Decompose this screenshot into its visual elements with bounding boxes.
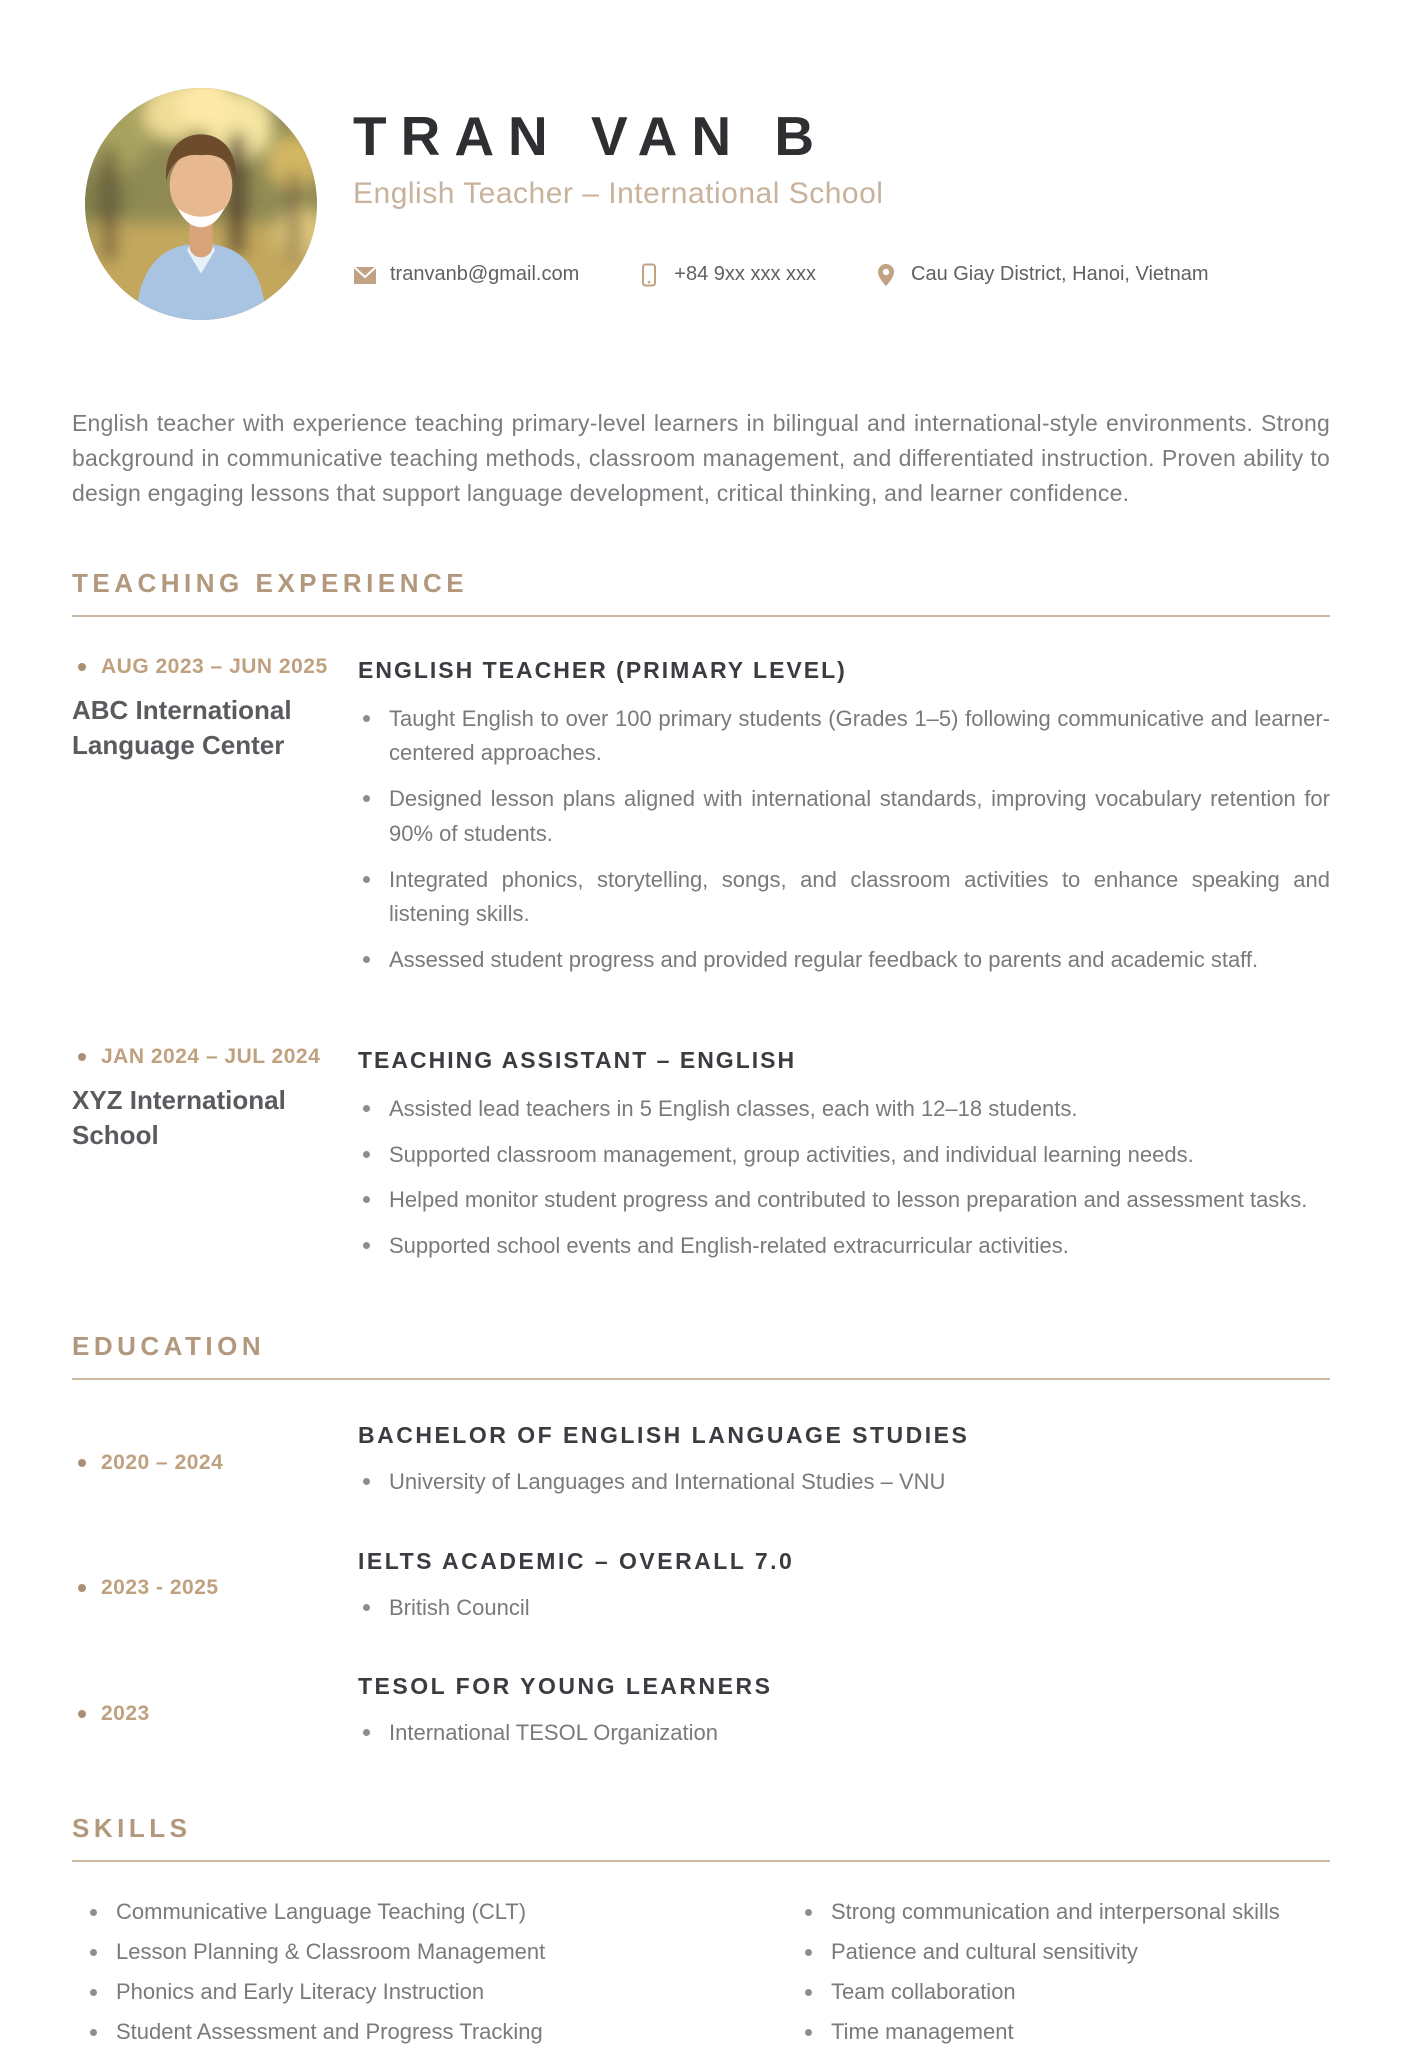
bullet-dot-icon xyxy=(78,663,86,671)
header-text xyxy=(353,88,1209,287)
section-heading: SKILLS xyxy=(72,1813,192,1844)
education-details xyxy=(358,1716,1330,1751)
education-detail: International TESOL Organization xyxy=(358,1716,1330,1751)
entry-bullets xyxy=(358,702,1330,978)
entry-meta xyxy=(72,655,358,989)
contact-location xyxy=(874,263,1209,287)
experience-bullet: Supported school events and English-related extracurricular activities. xyxy=(358,1229,1330,1264)
contact-phone-text: +84 9xx xxx xxx xyxy=(674,263,816,285)
experience-bullet: Helped monitor student progress and contributed to lesson preparation and assessment tasks. xyxy=(358,1183,1330,1218)
bullet-dot-icon xyxy=(78,1053,86,1061)
skills-column-left xyxy=(85,1896,800,2056)
experience-bullet: Assisted lead teachers in 5 English classes, each with 12–18 students. xyxy=(358,1092,1330,1127)
entry-bullets xyxy=(358,1092,1330,1264)
education-detail: British Council xyxy=(358,1591,1330,1626)
skills-column-right xyxy=(800,1896,1330,2056)
entry-body xyxy=(358,1671,1330,1757)
contact-email xyxy=(353,263,579,287)
section-divider xyxy=(72,1378,1330,1380)
entry-body xyxy=(358,1546,1330,1632)
skill-item: Student Assessment and Progress Tracking xyxy=(85,2016,800,2048)
section-divider xyxy=(72,1860,1330,1862)
experience-entry xyxy=(72,655,1330,989)
skills-grid xyxy=(72,1896,1330,2056)
education-detail: University of Languages and International Studies – VNU xyxy=(358,1465,1330,1500)
entry-meta xyxy=(72,1045,358,1275)
skill-item: Phonics and Early Literacy Instruction xyxy=(85,1976,800,2008)
profile-summary: English teacher with experience teaching primary-level learners in bilingual and international-style environments. Strong background in communicative teaching methods, classroom management, and differentiated instruction. Proven ability to design engaging lessons that support language development, critical thinking, and learner confidence. xyxy=(72,410,1330,507)
education-details xyxy=(358,1465,1330,1500)
entry-date xyxy=(72,1546,358,1632)
entry-date xyxy=(72,1671,358,1757)
contact-location-text: Cau Giay District, Hanoi, Vietnam xyxy=(911,263,1209,285)
entry-date xyxy=(72,1045,358,1069)
bullet-dot-icon xyxy=(78,1459,86,1467)
bullet-dot-icon xyxy=(78,1710,86,1718)
job-title: English Teacher – International School xyxy=(353,176,884,210)
entry-date-text: AUG 2023 – JUN 2025 xyxy=(101,654,328,678)
section-education xyxy=(72,1331,1330,1757)
experience-bullet: Integrated phonics, storytelling, songs, and classroom activities to enhance speaking and listening skills. xyxy=(358,863,1330,933)
education-entry xyxy=(72,1546,1330,1632)
profile-photo xyxy=(85,88,317,320)
experience-bullet: Supported classroom management, group activities, and individual learning needs. xyxy=(358,1138,1330,1173)
contact-email-text: tranvanb@gmail.com xyxy=(390,263,580,285)
section-divider xyxy=(72,615,1330,617)
education-entry xyxy=(72,1671,1330,1757)
skill-item: Team collaboration xyxy=(800,1976,1330,2008)
entry-date-text: 2020 – 2024 xyxy=(101,1450,224,1474)
entry-date xyxy=(72,1420,358,1506)
education-title: IELTS ACADEMIC – OVERALL 7.0 xyxy=(358,1547,795,1574)
email-icon xyxy=(353,263,377,287)
section-heading: TEACHING EXPERIENCE xyxy=(72,567,469,598)
skill-item: Lesson Planning & Classroom Management xyxy=(85,1936,800,1968)
contact-row xyxy=(353,263,1209,287)
entry-body xyxy=(358,1420,1330,1506)
education-title: BACHELOR OF ENGLISH LANGUAGE STUDIES xyxy=(358,1421,970,1448)
entry-date xyxy=(72,655,358,679)
entry-date-text: JAN 2024 – JUL 2024 xyxy=(101,1044,321,1068)
phone-icon xyxy=(637,263,661,287)
profile-photo-illustration xyxy=(85,88,317,320)
education-entry xyxy=(72,1420,1330,1506)
skill-item: Time management xyxy=(800,2016,1330,2048)
entry-organization: XYZ International School xyxy=(72,1084,286,1150)
contact-phone xyxy=(637,263,816,287)
location-icon xyxy=(874,263,898,287)
experience-entry xyxy=(72,1045,1330,1275)
entry-role: ENGLISH TEACHER (PRIMARY LEVEL) xyxy=(358,656,847,683)
header xyxy=(72,88,1330,320)
section-skills xyxy=(72,1813,1330,2056)
education-title: TESOL FOR YOUNG LEARNERS xyxy=(358,1673,773,1700)
entry-body xyxy=(358,655,1330,989)
education-details xyxy=(358,1591,1330,1626)
entry-organization: ABC International Language Center xyxy=(72,694,292,760)
bullet-dot-icon xyxy=(78,1584,86,1592)
section-heading: EDUCATION xyxy=(72,1330,266,1361)
person-name: TRAN VAN B xyxy=(353,105,829,167)
skill-item: Patience and cultural sensitivity xyxy=(800,1936,1330,1968)
experience-bullet: Designed lesson plans aligned with international standards, improving vocabulary retention for 90% of students. xyxy=(358,782,1330,852)
experience-bullet: Taught English to over 100 primary students (Grades 1–5) following communicative and learner-centered approaches. xyxy=(358,702,1330,772)
experience-bullet: Assessed student progress and provided regular feedback to parents and academic staff. xyxy=(358,943,1330,978)
skill-item: Communicative Language Teaching (CLT) xyxy=(85,1896,800,1928)
entry-role: TEACHING ASSISTANT – ENGLISH xyxy=(358,1046,797,1073)
entry-date-text: 2023 - 2025 xyxy=(101,1576,219,1600)
section-teaching-experience xyxy=(72,568,1330,1275)
entry-date-text: 2023 xyxy=(101,1702,150,1726)
entry-body xyxy=(358,1045,1330,1275)
skill-item: Strong communication and interpersonal skills xyxy=(800,1896,1330,1928)
